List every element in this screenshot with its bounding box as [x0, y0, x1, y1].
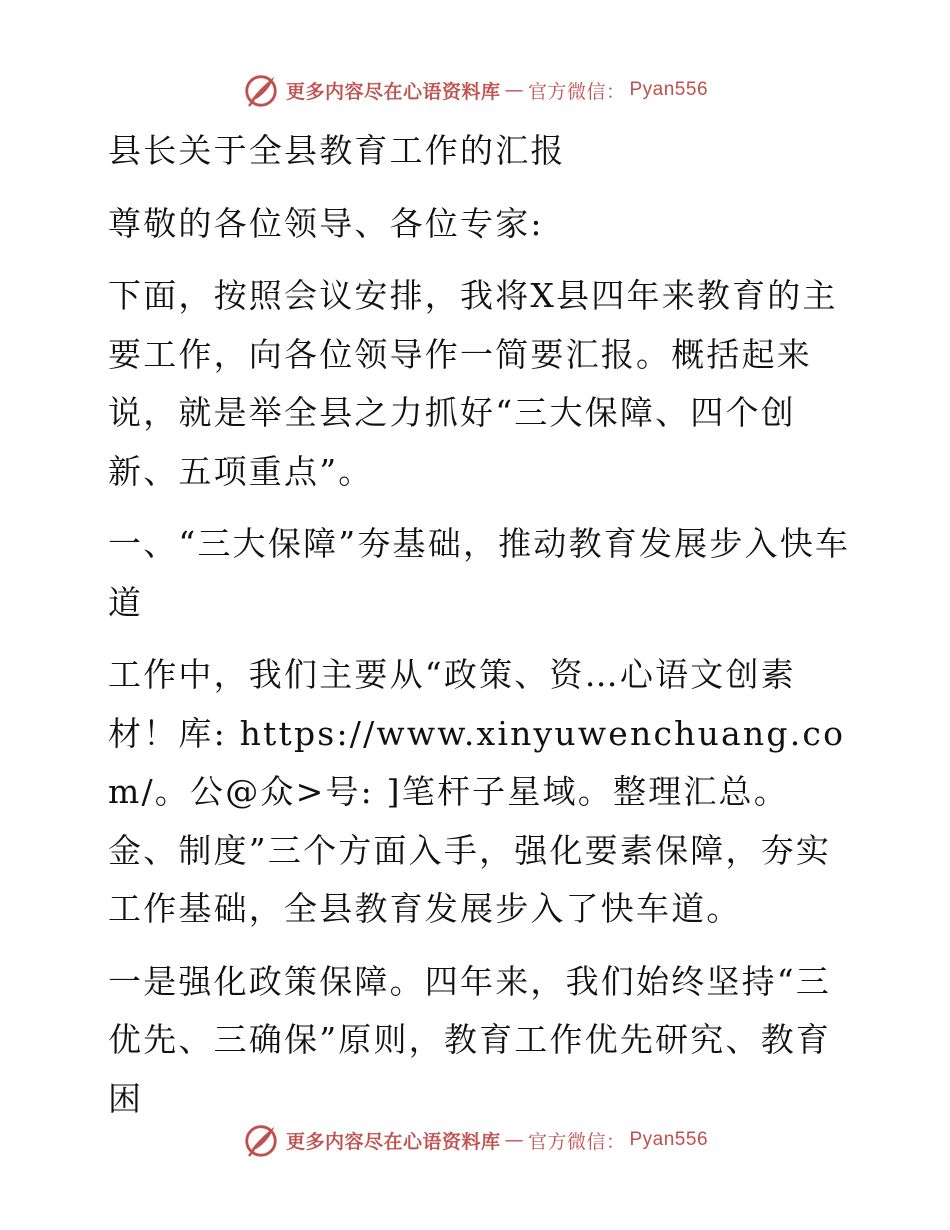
banner-wechat-id: Pyan556: [629, 79, 709, 100]
header-banner: [0, 70, 950, 110]
banner-main-text: 更多内容尽在心语资料库: [285, 80, 501, 103]
banner-main-text: 更多内容尽在心语资料库: [285, 1130, 501, 1153]
salutation: 尊敬的各位领导、各位专家:: [108, 203, 544, 243]
paragraph-intro: 下面，按照会议安排，我将X县四年来教育的主要工作，向各位领导作一简要汇报。概括起来说，就是举全县之力抓好“三大保障、四个创新、五项重点”。: [108, 276, 838, 491]
banner-wechat-id: Pyan556: [629, 1129, 709, 1150]
document-body: [98, 122, 858, 1142]
quill-logo-icon: [242, 1121, 280, 1159]
banner-separator: —: [504, 79, 524, 101]
section-heading-one: 一、“三大保障”夯基础，推动教育发展步入快车道: [108, 524, 851, 622]
paragraph-work: 工作中，我们主要从“政策、资…心语文创素材！库: https://www.xinyuwenchuang.com/。公@众>号: ]笔杆子星域。整理汇总。金、制度”三个方面入手，强化要素保障，夯实工作基础，全县教育发展步入了快车道。: [108, 655, 846, 928]
quill-logo-icon: [242, 71, 280, 109]
banner-separator: —: [504, 1129, 524, 1151]
banner-wechat-label: 官方微信：: [527, 80, 626, 103]
document-title: 县长关于全县教育工作的汇报: [108, 131, 566, 170]
paragraph-policy: 一是强化政策保障。四年来，我们始终坚持“三优先、三确保”原则，教育工作优先研究、教育困: [108, 961, 832, 1118]
banner-wechat-label: 官方微信：: [527, 1130, 626, 1153]
footer-banner: [0, 1120, 950, 1160]
